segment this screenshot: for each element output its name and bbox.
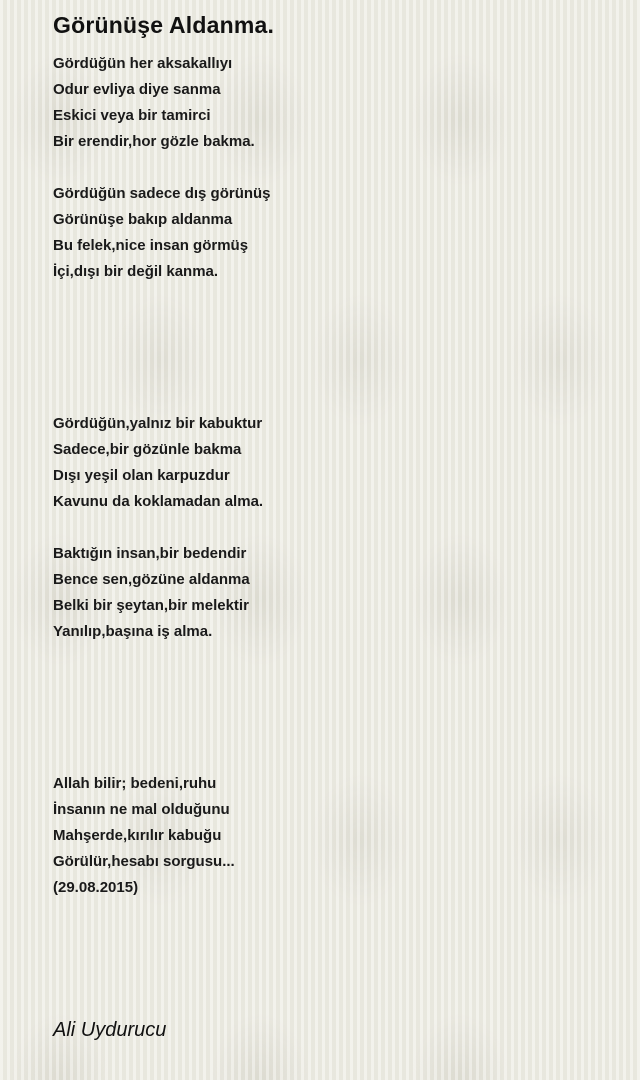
poem-line: Görünüşe bakıp aldanma [53, 211, 233, 228]
poem-line: Odur evliya diye sanma [53, 81, 221, 98]
poem-line: Sadece,bir gözünle bakma [53, 441, 242, 458]
poem-line: Mahşerde,kırılır kabuğu [53, 827, 222, 844]
poem-line: Gördüğün her aksakallıyı [53, 55, 233, 72]
poem-line: Bir erendir,hor gözle bakma. [53, 133, 255, 150]
poem-line: İnsanın ne mal olduğunu [53, 801, 230, 818]
stanza-3 [53, 411, 263, 515]
poem-line: Bu felek,nice insan görmüş [53, 237, 249, 254]
poem-line: Eskici veya bir tamirci [53, 107, 211, 124]
poem-title: Görünüşe Aldanma. [53, 12, 275, 38]
stanza-1 [53, 51, 255, 155]
poem-line: Allah bilir; bedeni,ruhu [53, 775, 217, 792]
poem-line: İçi,dışı bir değil kanma. [53, 263, 219, 280]
poem-line: Yanılıp,başına iş alma. [53, 623, 213, 640]
poem-line: Gördüğün sadece dış görünüş [53, 185, 271, 202]
poem-line: Baktığın insan,bir bedendir [53, 545, 247, 562]
poem-line: Belki bir şeytan,bir melektir [53, 597, 249, 614]
poem-author: Ali Uydurucu [53, 1019, 167, 1041]
poem-date: (29.08.2015) [53, 879, 139, 896]
poem-line: Gördüğün,yalnız bir kabuktur [53, 415, 263, 432]
stanza-2 [53, 181, 271, 285]
poem-line: Bence sen,gözüne aldanma [53, 571, 250, 588]
stanza-5 [53, 771, 235, 901]
stanza-4 [53, 541, 250, 645]
poem-line: Dışı yeşil olan karpuzdur [53, 467, 230, 484]
poem-line: Görülür,hesabı sorgusu... [53, 853, 235, 870]
poem-line: Kavunu da koklamadan alma. [53, 493, 264, 510]
